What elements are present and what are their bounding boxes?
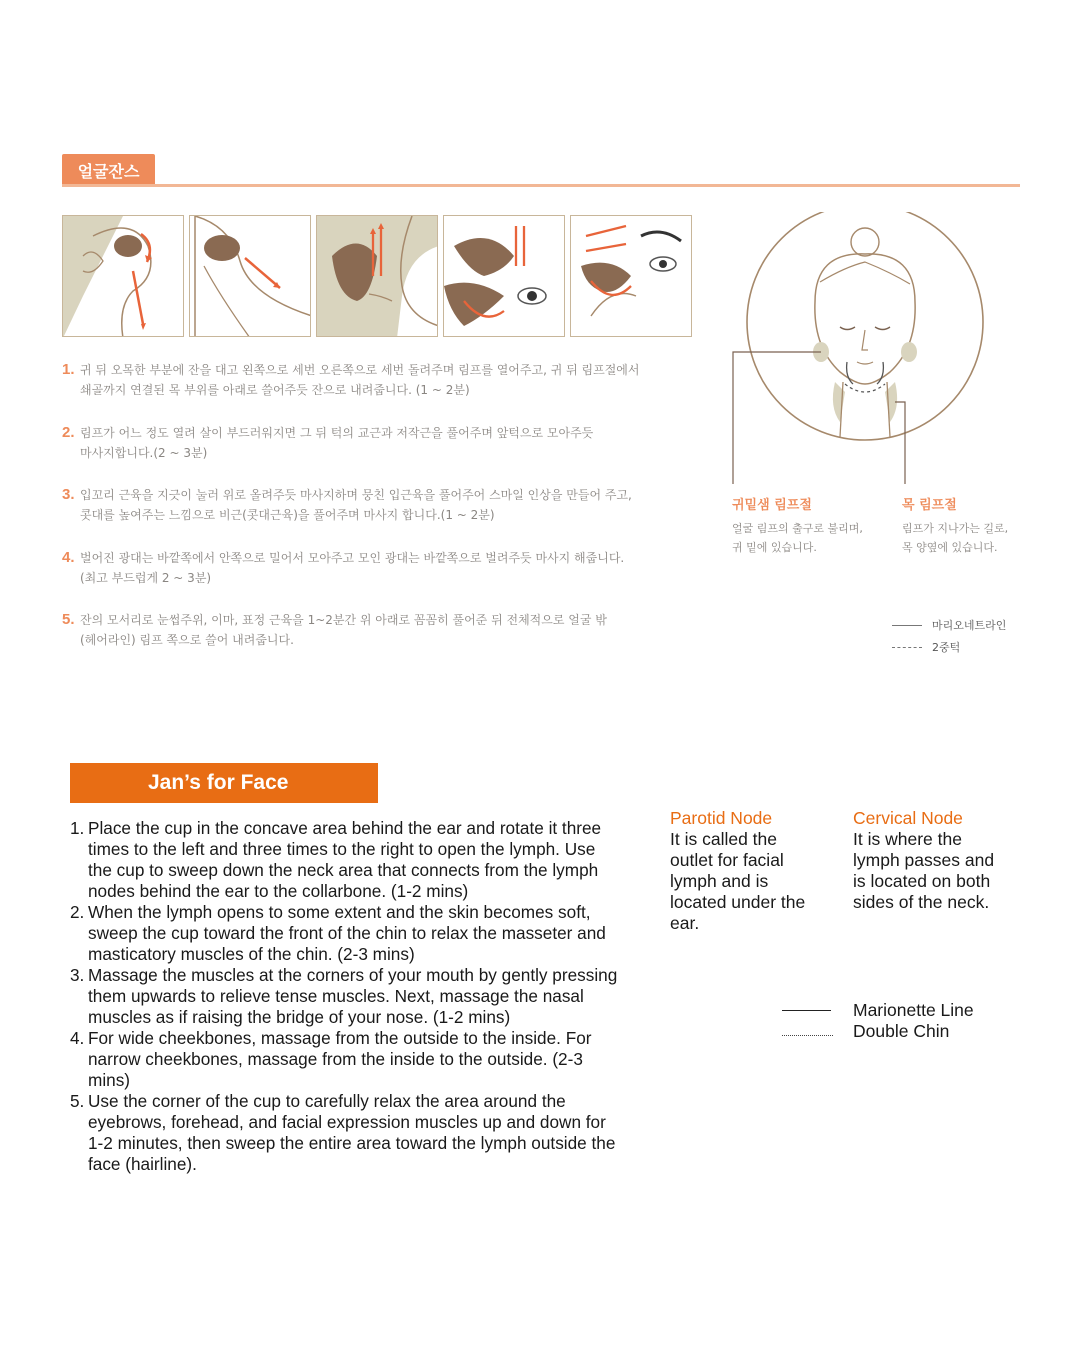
parotid-line: It is called the — [670, 829, 777, 849]
legend-dashed-label: Double Chin — [853, 1021, 950, 1041]
cervical-line: 림프가 지나가는 길로, — [902, 522, 1009, 535]
korean-step-4 — [62, 548, 712, 588]
step-text: For wide cheekbones, massage from the outside to the inside. For narrow cheekbones, massage from the inside to the outside. (2-3 mins) — [88, 1028, 592, 1090]
legend-solid-label: Marionette Line — [853, 1000, 974, 1020]
step-text: Use the corner of the cup to carefully relax the area around the eyebrows, forehead, and facial expression muscles up and down for 1-2 minutes, then sweep the entire area toward the lymph outside the face (hairline). — [88, 1091, 616, 1174]
cervical-title: 목 림프절 — [902, 498, 957, 513]
korean-step-3 — [62, 485, 712, 525]
step-number: 5. — [62, 611, 75, 628]
parotid-title: 귀밑샘 림프절 — [732, 498, 812, 513]
korean-step-5 — [62, 610, 712, 650]
parotid-title: Parotid Node — [670, 808, 773, 828]
step-number: 2. — [62, 424, 75, 441]
english-step-2 — [70, 902, 618, 965]
mouth-corner-illustration — [316, 215, 438, 337]
step-line: 림프가 어느 정도 열려 살이 부드러워지면 그 뒤 턱의 교근과 저작근을 풀어주며 앞턱으로 모아주듯 — [80, 426, 594, 440]
cheekbone-illustration — [443, 215, 565, 337]
legend-dashed — [892, 638, 1032, 656]
step-text: Place the cup in the concave area behind the ear and rotate it three times to the left and three times to the right to open the lymph. Use the cup to sweep down the neck area that connects from the lymph nodes behind the ear to the collarbone. (1-2 mins) — [88, 818, 602, 901]
legend-dashed-label: 2중턱 — [932, 641, 961, 654]
english-step-3 — [70, 965, 618, 1028]
step-line: 잔의 모서리로 눈썹주위, 이마, 표정 근육을 1~2분간 위 아래로 꼼꼼히 풀어준 뒤 전체적으로 얼굴 밖 — [80, 613, 607, 627]
step-text: Massage the muscles at the corners of your mouth by gently pressing them upwards to relieve tense muscles. Next, massage the nasal muscles as if raising the bridge of your nose. (1-2 mins) — [88, 965, 618, 1027]
korean-parotid-label — [732, 494, 882, 557]
korean-section-tab: 얼굴잔스 — [62, 154, 155, 186]
legend-solid — [892, 616, 1032, 634]
step-number: 1. — [70, 818, 85, 838]
korean-legend — [892, 616, 1032, 656]
step-line: 귀 뒤 오목한 부분에 잔을 대고 왼쪽으로 세번 오른쪽으로 세번 돌려주며 림프를 열어주고, 귀 뒤 림프절에서 — [80, 363, 640, 377]
cervical-title: Cervical Node — [853, 808, 963, 828]
step-line: 벌어진 광대는 바깥쪽에서 안쪽으로 밀어서 모아주고 모인 광대는 바깥쪽으로 벌려주듯 마사지 해줍니다. — [80, 551, 625, 565]
eyebrow-illustration — [570, 215, 692, 337]
step-number: 4. — [70, 1028, 85, 1048]
english-step-1 — [70, 818, 618, 902]
legend-dashed — [782, 1021, 1022, 1042]
step-line: 입꼬리 근육을 지긋이 눌러 위로 올려주듯 마사지하며 뭉친 입근육을 풀어주어 스마일 인상을 만들어 주고, — [80, 488, 632, 502]
cervical-line: is located on both — [853, 871, 991, 891]
korean-step-2 — [62, 423, 712, 463]
step-line: 쇄골까지 연결된 목 부위를 아래로 쓸어주듯 잔으로 내려줍니다. (1 ~ 2분) — [80, 383, 470, 397]
step-line: (헤어라인) 림프 쪽으로 쓸어 내려줍니다. — [80, 633, 294, 647]
cervical-line: lymph passes and — [853, 850, 995, 870]
parotid-line: ear. — [670, 913, 700, 933]
cervical-line: It is where the — [853, 829, 962, 849]
parotid-line: located under the — [670, 892, 806, 912]
english-step-5 — [70, 1091, 618, 1175]
step-number: 1. — [62, 361, 75, 378]
step-number: 5. — [70, 1091, 85, 1111]
parotid-line: lymph and is — [670, 871, 769, 891]
legend-solid — [782, 1000, 1022, 1021]
legend-solid-label: 마리오네트라인 — [932, 619, 1007, 632]
english-section-title: Jan’s for Face — [70, 763, 378, 803]
step-number: 3. — [62, 486, 75, 503]
step-text: When the lymph opens to some extent and the skin becomes soft, sweep the cup toward the front of the chin to relax the masseter and masticatory muscles of the chin. (2-3 mins) — [88, 902, 606, 964]
step-number: 2. — [70, 902, 85, 922]
korean-cervical-label — [902, 494, 1032, 557]
cervical-line: 목 양옆에 있습니다. — [902, 541, 998, 554]
parotid-line: 귀 밑에 있습니다. — [732, 541, 817, 554]
step-number: 4. — [62, 549, 75, 566]
english-legend — [782, 1000, 1022, 1042]
ear-massage-illustration — [62, 215, 184, 337]
step-number: 3. — [70, 965, 85, 985]
neck-sweep-illustration — [189, 215, 311, 337]
english-steps — [70, 818, 618, 1175]
step-line: (최고 부드럽게 2 ~ 3분) — [80, 571, 212, 585]
korean-section-rule — [62, 184, 1020, 187]
parotid-line: 얼굴 림프의 출구로 불리며, — [732, 522, 863, 535]
cervical-line: sides of the neck. — [853, 892, 990, 912]
korean-step-1 — [62, 360, 712, 400]
english-step-4 — [70, 1028, 618, 1091]
step-line: 마사지합니다.(2 ~ 3분) — [80, 446, 208, 460]
parotid-line: outlet for facial — [670, 850, 784, 870]
english-parotid-label — [670, 808, 835, 934]
step-line: 콧대를 높여주는 느낌으로 비근(콧대근육)을 풀어주며 마사지 합니다.(1 ~ 2분) — [80, 508, 495, 522]
face-lymph-diagram — [725, 212, 1025, 492]
english-cervical-label — [853, 808, 1033, 913]
